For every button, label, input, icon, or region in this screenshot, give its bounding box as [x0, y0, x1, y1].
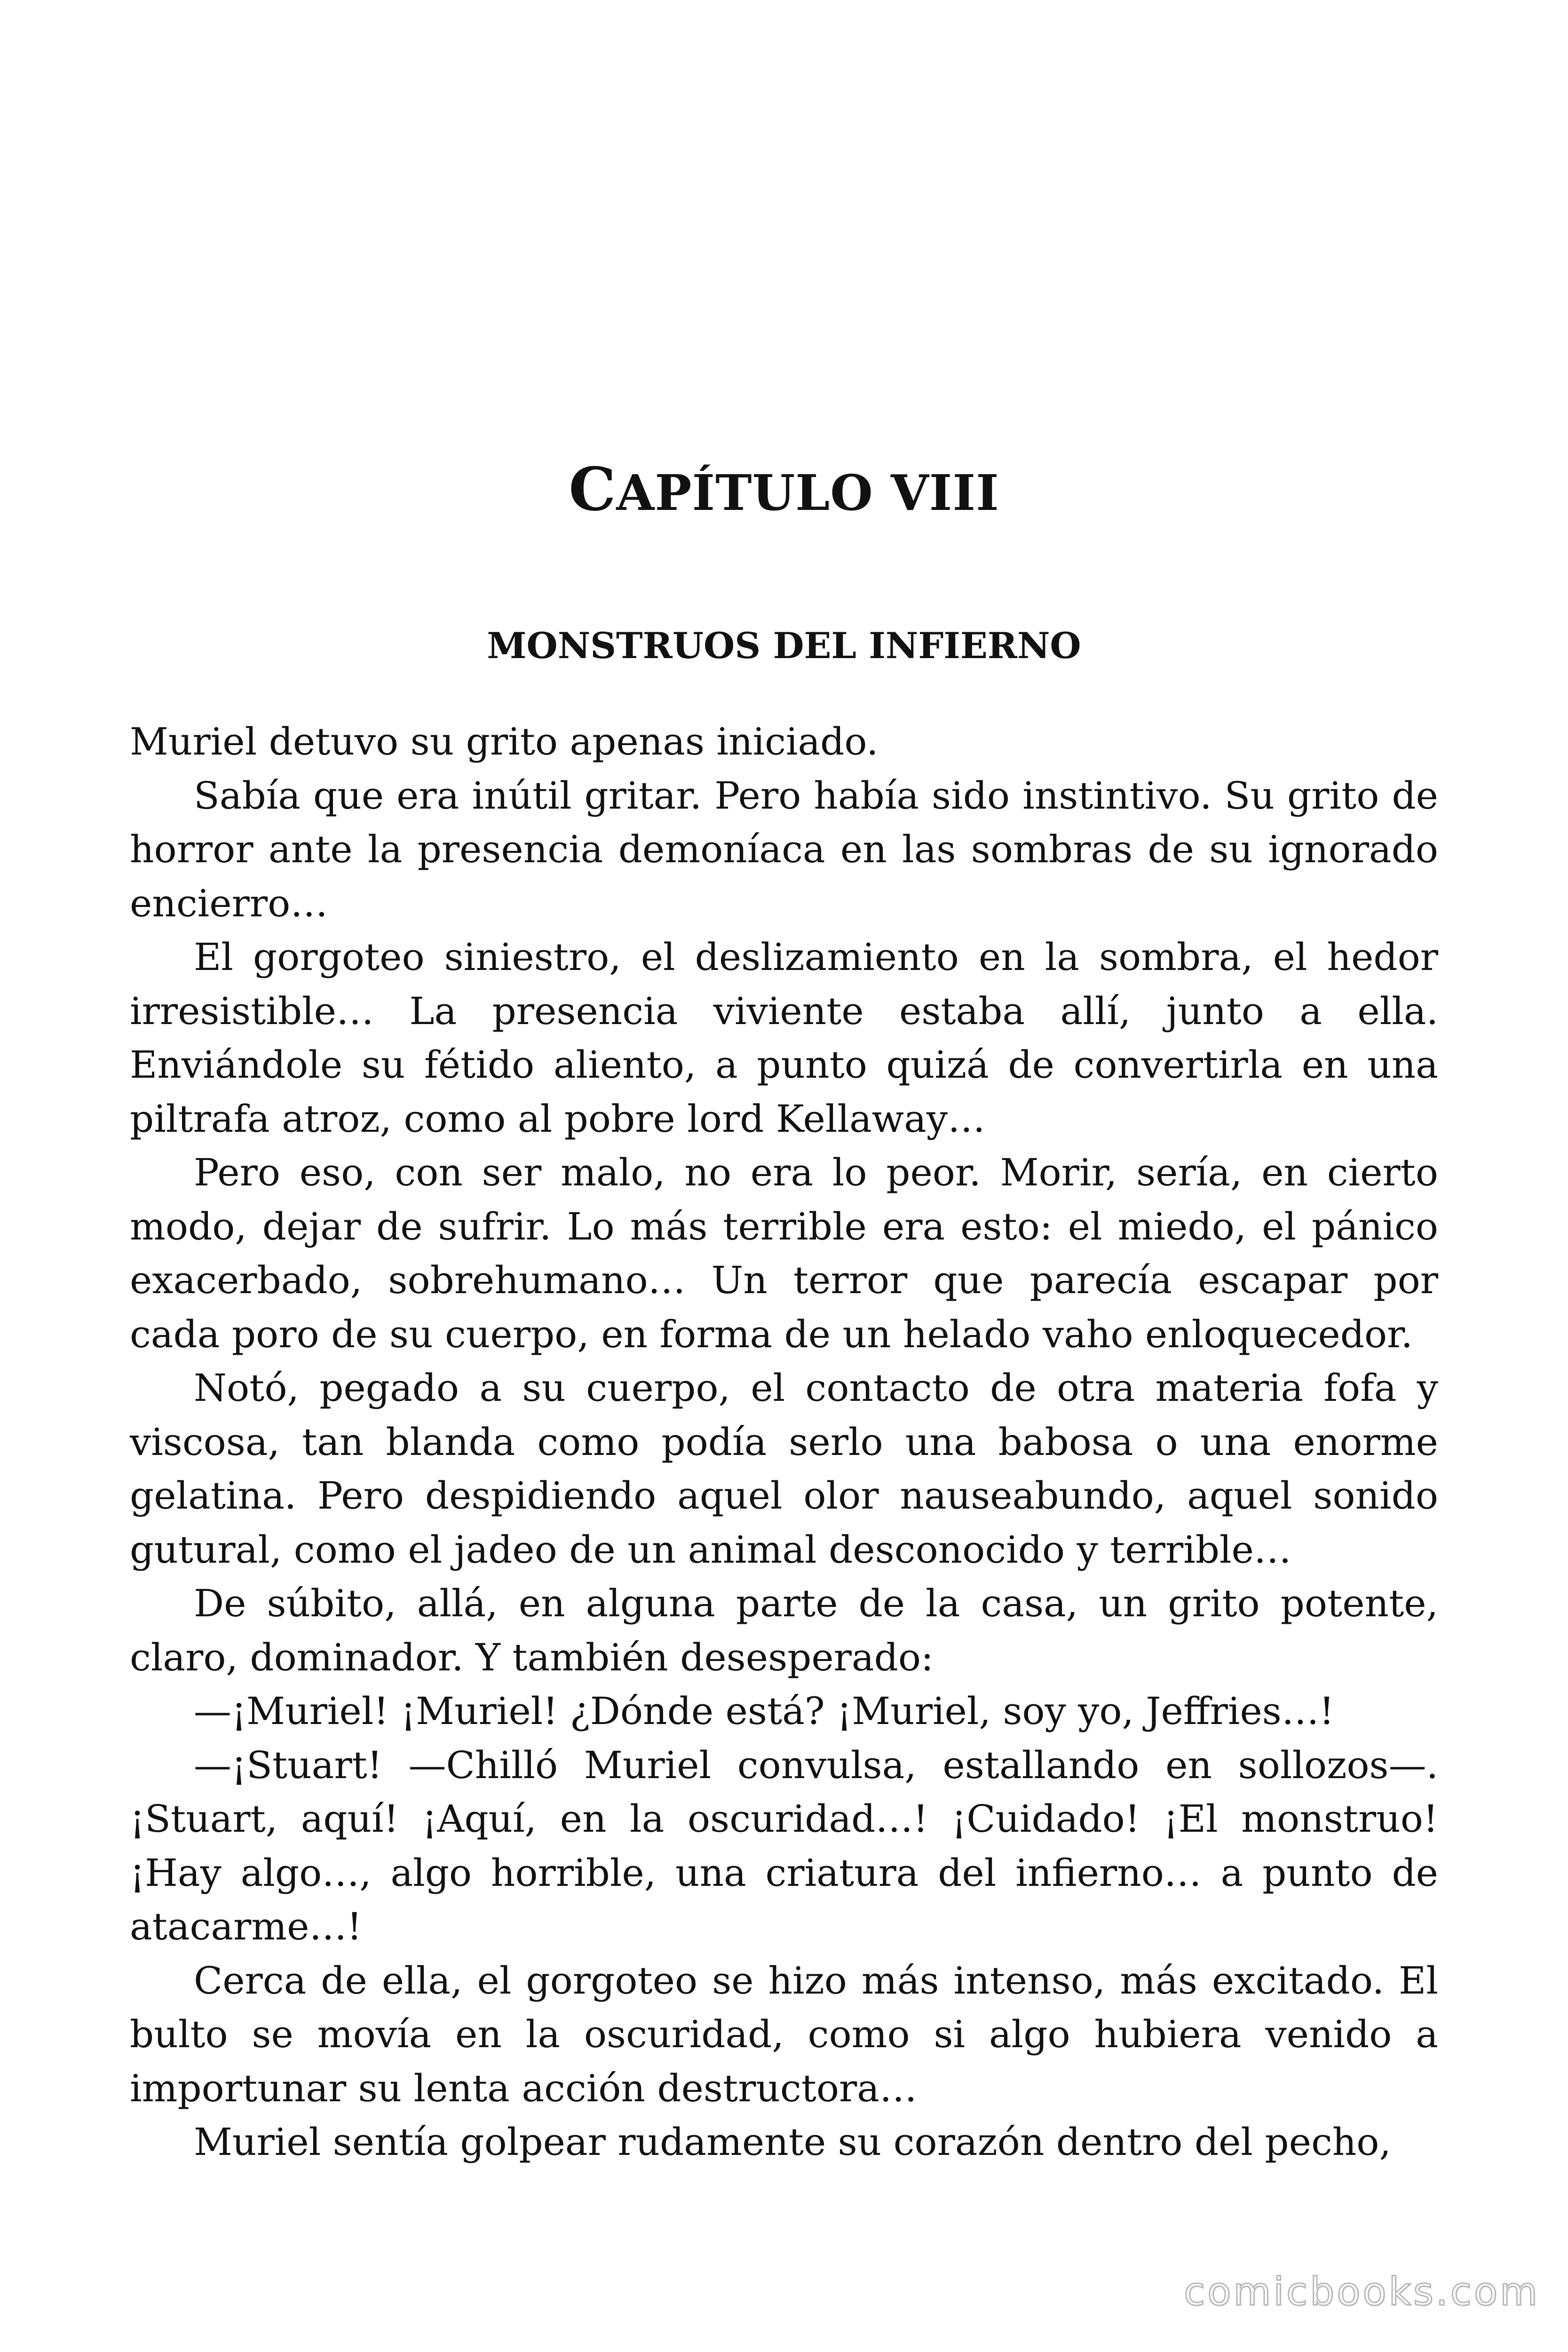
chapter-title [0, 456, 1568, 526]
paragraph: Muriel detuvo su grito apenas iniciado. [130, 720, 879, 763]
paragraph: Pero eso, con ser malo, no era lo peor. Morir, sería, en cierto modo, dejar de sufrir. Lo más terrible era esto: el miedo, el pánico exacerbado, sobrehumano… Un terror que parecía escapar por cada poro de su cuerpo, en forma de un helado vaho enloquecedor. [130, 1151, 1438, 1356]
paragraph: El gorgoteo siniestro, el deslizamiento en la sombra, el hedor irresistible… La presencia viviente estaba allí, junto a ella. Enviándole su fétido aliento, a punto quizá de convertirla en una piltrafa atroz, como al pobre lord Kellaway… [130, 935, 1438, 1141]
paragraph: Sabía que era inútil gritar. Pero había sido instintivo. Su grito de horror ante la presencia demoníaca en las sombras de su ignorado encierro… [130, 773, 1438, 925]
chapter-label: CAPÍTULO VIII [569, 454, 999, 524]
paragraph: Cerca de ella, el gorgoteo se hizo más intenso, más excitado. El bulto se movía en la oscuridad, como si algo hubiera venido a importunar su lenta acción destructora… [130, 1958, 1438, 2110]
dialogue-paragraph: —¡Muriel! ¡Muriel! ¿Dónde está? ¡Muriel, soy yo, Jeffries…! [194, 1689, 1334, 1733]
chapter-subtitle: MONSTRUOS DEL INFIERNO [487, 625, 1081, 667]
watermark-logo: comicbooks.com [1184, 2270, 1540, 2314]
dialogue-paragraph: —¡Stuart! —Chilló Muriel convulsa, estallando en sollozos—. ¡Stuart, aquí! ¡Aquí, en la oscuridad…! ¡Cuidado! ¡El monstruo! ¡Hay algo…, algo horrible, una criatura del infierno… a punto de atacarme…! [130, 1743, 1438, 1948]
chapter-body [130, 715, 1438, 2169]
paragraph: Notó, pegado a su cuerpo, el contacto de otra materia fofa y viscosa, tan blanda como podía serlo una babosa o una enorme gelatina. Pero despidiendo aquel olor nauseabundo, aquel sonido gutural, como el jadeo de un animal desconocido y terrible… [130, 1366, 1438, 1572]
paragraph: Muriel sentía golpear rudamente su corazón dentro del pecho, [194, 2120, 1391, 2164]
paragraph: De súbito, allá, en alguna parte de la casa, un grito potente, claro, dominador. Y también desesperado: [130, 1581, 1438, 1679]
